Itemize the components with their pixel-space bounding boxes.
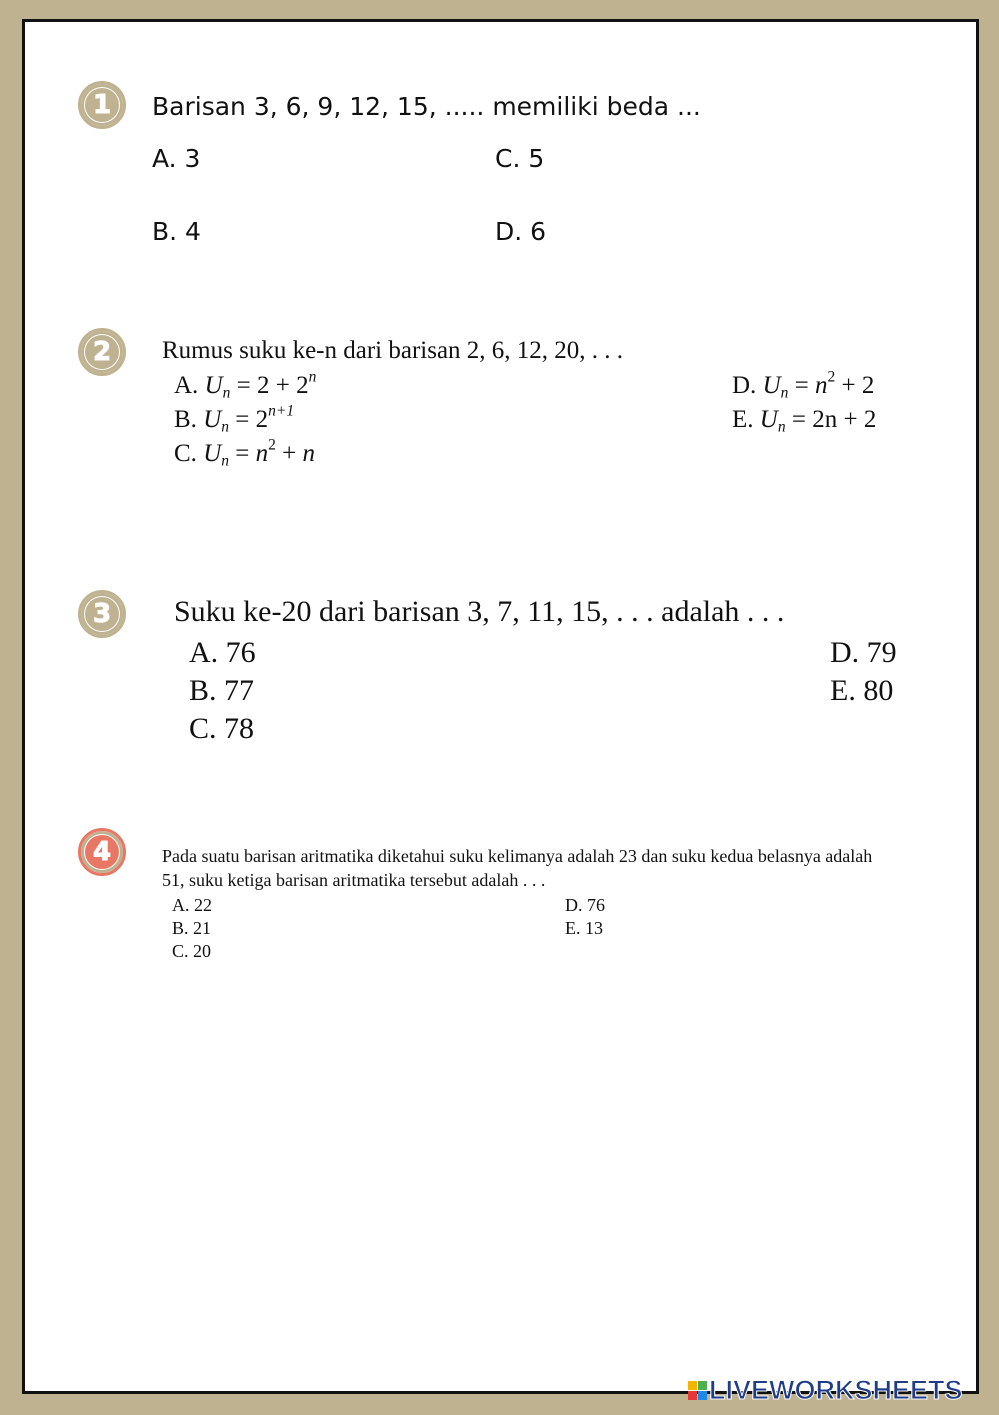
question-2-prompt: Rumus suku ke-n dari barisan 2, 6, 12, 20, . . . bbox=[162, 337, 624, 364]
worksheet-page bbox=[22, 19, 979, 1394]
logo-square-blue bbox=[698, 1391, 707, 1400]
question-2-option-a[interactable]: A. $U_n = 2 + 2^n$ bbox=[174, 368, 317, 402]
question-2-option-b[interactable]: B. $U_n = 2^{n+1}$ bbox=[174, 402, 295, 436]
question-4-option-a[interactable]: A. 22 bbox=[172, 895, 212, 915]
logo-text: LIVEWORKSHEETS bbox=[709, 1375, 963, 1405]
question-2-option-e[interactable]: E. $U_n = 2n + 2$ bbox=[732, 406, 877, 436]
question-3-option-c[interactable]: C. 78 bbox=[189, 712, 255, 745]
question-2-number-badge: 2 bbox=[78, 328, 126, 376]
logo-square-green bbox=[698, 1381, 707, 1390]
question-1-option-c[interactable]: C. 5 bbox=[495, 144, 545, 173]
question-4-number-badge: 4 bbox=[78, 828, 126, 876]
question-4-option-e[interactable]: E. 13 bbox=[565, 918, 603, 938]
question-4-option-b[interactable]: B. 21 bbox=[172, 918, 212, 938]
liveworksheets-logo bbox=[688, 1375, 963, 1406]
question-4-option-c[interactable]: C. 20 bbox=[172, 941, 212, 961]
question-3-option-b[interactable]: B. 77 bbox=[189, 674, 255, 707]
question-3-number-badge: 3 bbox=[78, 590, 126, 638]
question-4-option-d[interactable]: D. 76 bbox=[565, 895, 605, 915]
logo-square-yellow bbox=[688, 1381, 697, 1390]
question-3-option-a[interactable]: A. 76 bbox=[189, 636, 256, 669]
question-1-option-d[interactable]: D. 6 bbox=[495, 217, 547, 246]
question-1-number-badge: 1 bbox=[78, 81, 126, 129]
question-1-prompt: Barisan 3, 6, 9, 12, 15, ..... memiliki beda ... bbox=[152, 92, 701, 121]
logo-square-red bbox=[688, 1391, 697, 1400]
question-2-option-c[interactable]: C. $U_n = n^2 + n$ bbox=[174, 436, 315, 470]
question-3-option-d[interactable]: D. 79 bbox=[830, 636, 897, 669]
question-4-prompt-line-2: 51, suku ketiga barisan aritmatika tersebut adalah . . . bbox=[162, 870, 546, 890]
question-3-option-e[interactable]: E. 80 bbox=[830, 674, 894, 707]
question-4-prompt-line-1: Pada suatu barisan aritmatika diketahui suku kelimanya adalah 23 dan suku kedua belasnya adalah bbox=[162, 846, 873, 866]
question-1-option-b[interactable]: B. 4 bbox=[152, 217, 201, 246]
question-1-option-a[interactable]: A. 3 bbox=[152, 144, 201, 173]
logo-squares-icon bbox=[688, 1381, 707, 1400]
question-3-prompt: Suku ke-20 dari barisan 3, 7, 11, 15, . . . adalah . . . bbox=[174, 595, 785, 628]
question-2-option-d[interactable]: D. $U_n = n^2 + 2$ bbox=[732, 368, 875, 402]
